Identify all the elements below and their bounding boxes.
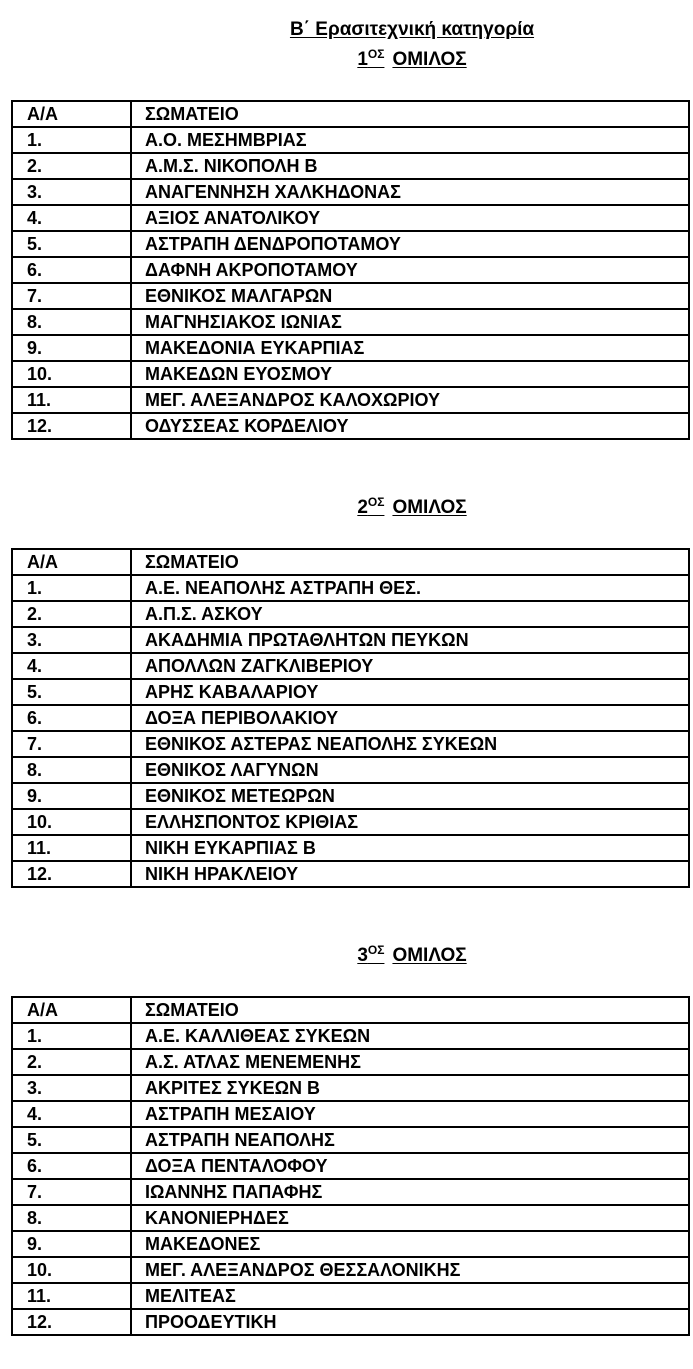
column-header-number: Α/Α <box>12 549 131 575</box>
table-row <box>12 335 689 361</box>
table-row <box>12 179 689 205</box>
table-row <box>12 1075 689 1101</box>
group-ordinal-suffix: ΟΣ <box>367 47 385 61</box>
club-name: Α.Ε. ΝΕΑΠΟΛΗΣ ΑΣΤΡΑΠΗ ΘΕΣ. <box>131 575 689 601</box>
club-name: ΑΚΡΙΤΕΣ ΣΥΚΕΩΝ Β <box>131 1075 689 1101</box>
group-ordinal-suffix: ΟΣ <box>367 943 385 957</box>
table-row <box>12 153 689 179</box>
club-name: ΝΙΚΗ ΗΡΑΚΛΕΙΟΥ <box>131 861 689 887</box>
club-name: ΜΕΓ. ΑΛΕΞΑΝΔΡΟΣ ΘΕΣΣΑΛΟΝΙΚΗΣ <box>131 1257 689 1283</box>
club-name: ΑΠΟΛΛΩΝ ΖΑΓΚΛΙΒΕΡΙΟΥ <box>131 653 689 679</box>
table-row <box>12 653 689 679</box>
row-number: 1. <box>12 575 131 601</box>
row-number: 7. <box>12 731 131 757</box>
table-row <box>12 601 689 627</box>
table-row <box>12 809 689 835</box>
club-name: ΔΟΞΑ ΠΕΝΤΑΛΟΦΟΥ <box>131 1153 689 1179</box>
club-name: ΟΔΥΣΣΕΑΣ ΚΟΡΔΕΛΙΟΥ <box>131 413 689 439</box>
table-row <box>12 627 689 653</box>
row-number: 3. <box>12 179 131 205</box>
table-row <box>12 705 689 731</box>
table-row <box>12 1153 689 1179</box>
club-name: ΠΡΟΟΔΕΥΤΙΚΗ <box>131 1309 689 1335</box>
row-number: 6. <box>12 1153 131 1179</box>
row-number: 12. <box>12 861 131 887</box>
row-number: 8. <box>12 757 131 783</box>
table-header-row <box>12 997 689 1023</box>
row-number: 6. <box>12 257 131 283</box>
club-name: Α.Μ.Σ. ΝΙΚΟΠΟΛΗ Β <box>131 153 689 179</box>
row-number: 5. <box>12 679 131 705</box>
table-row <box>12 283 689 309</box>
row-number: 2. <box>12 601 131 627</box>
table-row <box>12 861 689 887</box>
row-number: 10. <box>12 809 131 835</box>
group-2-table <box>11 548 690 888</box>
column-header-club: ΣΩΜΑΤΕΙΟ <box>131 549 689 575</box>
group-2-title <box>0 496 693 520</box>
table-row <box>12 1023 689 1049</box>
row-number: 1. <box>12 1023 131 1049</box>
club-name: ΑΚΑΔΗΜΙΑ ΠΡΩΤΑΘΛΗΤΩΝ ΠΕΥΚΩΝ <box>131 627 689 653</box>
row-number: 5. <box>12 1127 131 1153</box>
row-number: 6. <box>12 705 131 731</box>
row-number: 4. <box>12 653 131 679</box>
row-number: 3. <box>12 1075 131 1101</box>
row-number: 8. <box>12 309 131 335</box>
club-name: ΜΑΓΝΗΣΙΑΚΟΣ ΙΩΝΙΑΣ <box>131 309 689 335</box>
row-number: 9. <box>12 335 131 361</box>
row-number: 4. <box>12 1101 131 1127</box>
column-header-club: ΣΩΜΑΤΕΙΟ <box>131 997 689 1023</box>
group-3-title <box>0 944 693 968</box>
group-label: ΟΜΙΛΟΣ <box>392 49 467 70</box>
club-name: ΕΘΝΙΚΟΣ ΜΑΛΓΑΡΩΝ <box>131 283 689 309</box>
group-number: 1 <box>357 49 368 70</box>
table-row <box>12 361 689 387</box>
row-number: 12. <box>12 1309 131 1335</box>
row-number: 11. <box>12 835 131 861</box>
club-name: ΚΑΝΟΝΙΕΡΗΔΕΣ <box>131 1205 689 1231</box>
column-header-club: ΣΩΜΑΤΕΙΟ <box>131 101 689 127</box>
club-name: ΜΕΓ. ΑΛΕΞΑΝΔΡΟΣ ΚΑΛΟΧΩΡΙΟΥ <box>131 387 689 413</box>
group-number: 2 <box>357 497 368 518</box>
table-row <box>12 1179 689 1205</box>
club-name: ΑΣΤΡΑΠΗ ΔΕΝΔΡΟΠΟΤΑΜΟΥ <box>131 231 689 257</box>
group-label: ΟΜΙΛΟΣ <box>392 945 467 966</box>
row-number: 12. <box>12 413 131 439</box>
club-name: ΙΩΑΝΝΗΣ ΠΑΠΑΦΗΣ <box>131 1179 689 1205</box>
club-name: Α.Π.Σ. ΑΣΚΟΥ <box>131 601 689 627</box>
club-name: Α.Ο. ΜΕΣΗΜΒΡΙΑΣ <box>131 127 689 153</box>
table-row <box>12 1257 689 1283</box>
table-row <box>12 127 689 153</box>
table-header-row <box>12 549 689 575</box>
table-row <box>12 387 689 413</box>
table-row <box>12 413 689 439</box>
club-name: ΕΘΝΙΚΟΣ ΑΣΤΕΡΑΣ ΝΕΑΠΟΛΗΣ ΣΥΚΕΩΝ <box>131 731 689 757</box>
table-row <box>12 1127 689 1153</box>
row-number: 3. <box>12 627 131 653</box>
row-number: 9. <box>12 783 131 809</box>
row-number: 2. <box>12 153 131 179</box>
club-name: ΜΕΛΙΤΕΑΣ <box>131 1283 689 1309</box>
row-number: 7. <box>12 1179 131 1205</box>
row-number: 7. <box>12 283 131 309</box>
table-row <box>12 1283 689 1309</box>
table-row <box>12 205 689 231</box>
row-number: 4. <box>12 205 131 231</box>
table-row <box>12 783 689 809</box>
group-label: ΟΜΙΛΟΣ <box>392 497 467 518</box>
table-row <box>12 835 689 861</box>
document-title: Β΄ Ερασιτεχνική κατηγορία <box>289 19 535 40</box>
club-name: ΕΘΝΙΚΟΣ ΜΕΤΕΩΡΩΝ <box>131 783 689 809</box>
table-row <box>12 257 689 283</box>
group-1-table <box>11 100 690 440</box>
row-number: 11. <box>12 1283 131 1309</box>
club-name: ΝΙΚΗ ΕΥΚΑΡΠΙΑΣ Β <box>131 835 689 861</box>
table-row <box>12 757 689 783</box>
table-row <box>12 575 689 601</box>
club-name: ΔΟΞΑ ΠΕΡΙΒΟΛΑΚΙΟΥ <box>131 705 689 731</box>
row-number: 10. <box>12 1257 131 1283</box>
row-number: 9. <box>12 1231 131 1257</box>
club-name: ΕΛΛΗΣΠΟΝΤΟΣ ΚΡΙΘΙΑΣ <box>131 809 689 835</box>
column-header-number: Α/Α <box>12 101 131 127</box>
table-row <box>12 1101 689 1127</box>
club-name: ΜΑΚΕΔΩΝ ΕΥΟΣΜΟΥ <box>131 361 689 387</box>
table-header-row <box>12 101 689 127</box>
column-header-number: Α/Α <box>12 997 131 1023</box>
row-number: 11. <box>12 387 131 413</box>
club-name: Α.Σ. ΑΤΛΑΣ ΜΕΝΕΜΕΝΗΣ <box>131 1049 689 1075</box>
club-name: ΑΣΤΡΑΠΗ ΜΕΣΑΙΟΥ <box>131 1101 689 1127</box>
row-number: 1. <box>12 127 131 153</box>
club-name: ΕΘΝΙΚΟΣ ΛΑΓΥΝΩΝ <box>131 757 689 783</box>
club-name: ΜΑΚΕΔΟΝΙΑ ΕΥΚΑΡΠΙΑΣ <box>131 335 689 361</box>
group-1-title <box>0 48 693 72</box>
group-3-table <box>11 996 690 1336</box>
table-row <box>12 1205 689 1231</box>
group-number: 3 <box>357 945 368 966</box>
club-name: ΑΞΙΟΣ ΑΝΑΤΟΛΙΚΟΥ <box>131 205 689 231</box>
table-row <box>12 309 689 335</box>
table-row <box>12 1231 689 1257</box>
club-name: ΑΡΗΣ ΚΑΒΑΛΑΡΙΟΥ <box>131 679 689 705</box>
table-row <box>12 679 689 705</box>
row-number: 5. <box>12 231 131 257</box>
table-row <box>12 731 689 757</box>
club-name: ΔΑΦΝΗ ΑΚΡΟΠΟΤΑΜΟΥ <box>131 257 689 283</box>
club-name: ΜΑΚΕΔΟΝΕΣ <box>131 1231 689 1257</box>
club-name: ΑΣΤΡΑΠΗ ΝΕΑΠΟΛΗΣ <box>131 1127 689 1153</box>
row-number: 2. <box>12 1049 131 1075</box>
table-row <box>12 1049 689 1075</box>
row-number: 10. <box>12 361 131 387</box>
row-number: 8. <box>12 1205 131 1231</box>
table-row <box>12 231 689 257</box>
club-name: ΑΝΑΓΕΝΝΗΣΗ ΧΑΛΚΗΔΟΝΑΣ <box>131 179 689 205</box>
club-name: Α.Ε. ΚΑΛΛΙΘΕΑΣ ΣΥΚΕΩΝ <box>131 1023 689 1049</box>
table-row <box>12 1309 689 1335</box>
group-ordinal-suffix: ΟΣ <box>367 495 385 509</box>
